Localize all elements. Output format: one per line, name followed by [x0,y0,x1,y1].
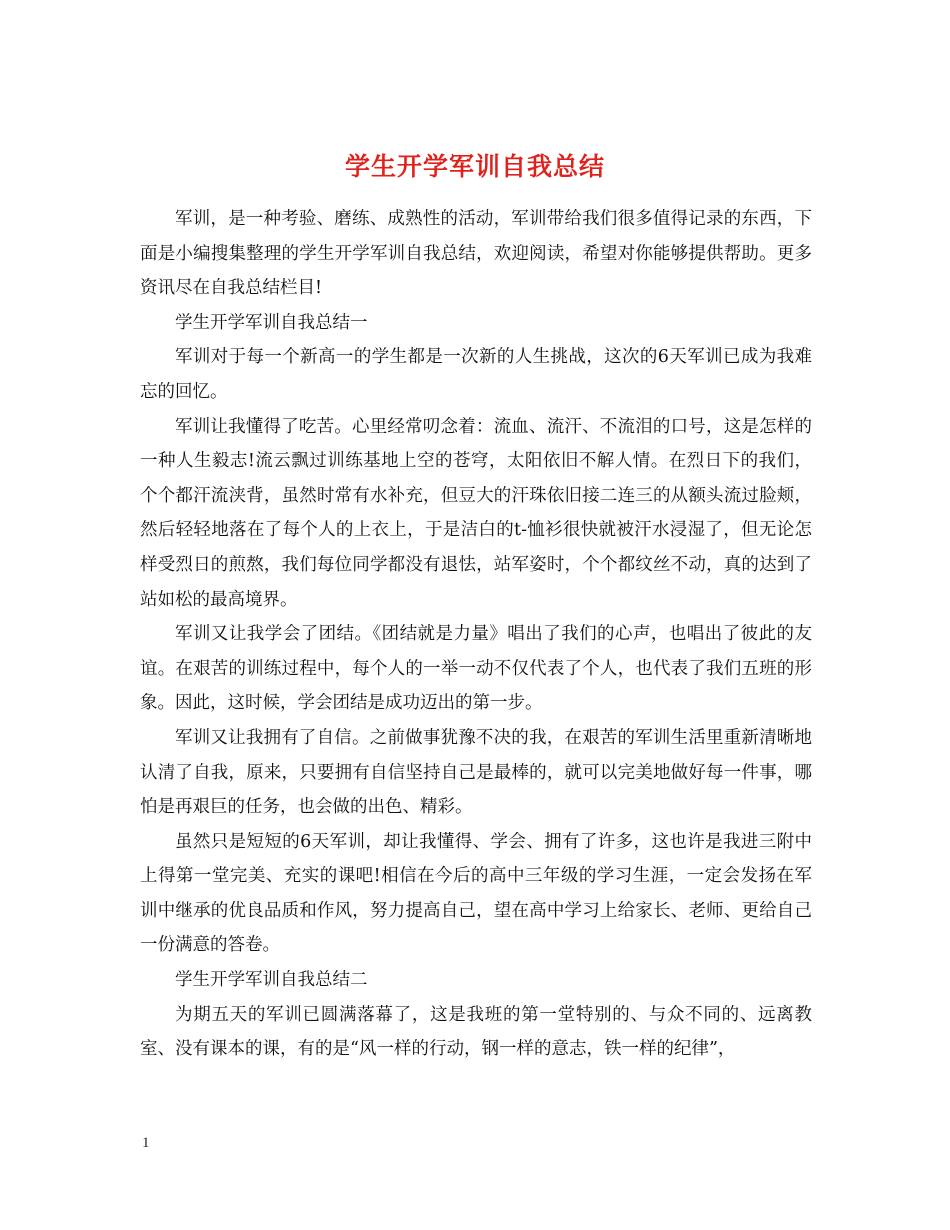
section-heading-2: 学生开学军训自我总结二 [175,970,368,991]
page-title: 学生开学军训自我总结 [344,151,605,181]
document-body [140,202,812,1067]
paragraph: 为期五天的军训已圆满落幕了，这是我班的第一堂特别的、与众不同的、远离教室、没有课本的课，有的是“风一样的行动，钢一样的意志，铁一样的纪律”， [140,1004,812,1060]
section-heading-1: 学生开学军训自我总结一 [175,312,368,333]
paragraph: 军训又让我学会了团结。《团结就是力量》唱出了我们的心声，也唱出了彼此的友谊。在艰苦的训练过程中，每个人的一举一动不仅代表了个人，也代表了我们五班的形象。因此，这时候，学会团结是成功迈出的第一步。 [140,624,812,714]
paragraph: 军训对于每一个新高一的学生都是一次新的人生挑战，这次的6天军训已成为我难忘的回忆。 [140,347,812,402]
paragraph: 军训又让我拥有了自信。之前做事犹豫不决的我，在艰苦的军训生活里重新清晰地认清了自我，原来，只要拥有自信坚持自己是最棒的，就可以完美地做好每一件事，哪怕是再艰巨的任务，也会做的出色、精彩。 [140,727,812,818]
paragraph-intro: 军训，是一种考验、磨练、成熟性的活动，军训带给我们很多值得记录的东西，下面是小编搜集整理的学生开学军训自我总结，欢迎阅读，希望对你能够提供帮助。更多资讯尽在自我总结栏目! [140,209,812,299]
page-number: 1 [142,1135,150,1151]
paragraph: 虽然只是短短的6天军训，却让我懂得、学会、拥有了许多，这也许是我进三附中上得第一堂完美、充实的课吧!相信在今后的高中三年级的学习生涯，一定会发扬在军训中继承的优良品质和作风，努力提高自己，望在高中学习上给家长、老师、更给自己一份满意的答卷。 [140,831,812,956]
paragraph: 军训让我懂得了吃苦。心里经常叨念着：流血、流汗、不流泪的口号，这是怎样的一种人生毅志!流云飘过训练基地上空的苍穹，太阳依旧不解人情。在烈日下的我们，个个都汗流浃背，虽然时常有水补充，但豆大的汗珠依旧接二连三的从额头流过脸颊，然后轻轻地落在了每个人的上衣上，于是洁白的t-恤衫很快就被汗水浸湿了，但无论怎样受烈日的煎熬，我们每位同学都没有退怯，站军姿时，个个都纹丝不动，真的达到了站如松的最高境界。 [140,416,812,610]
